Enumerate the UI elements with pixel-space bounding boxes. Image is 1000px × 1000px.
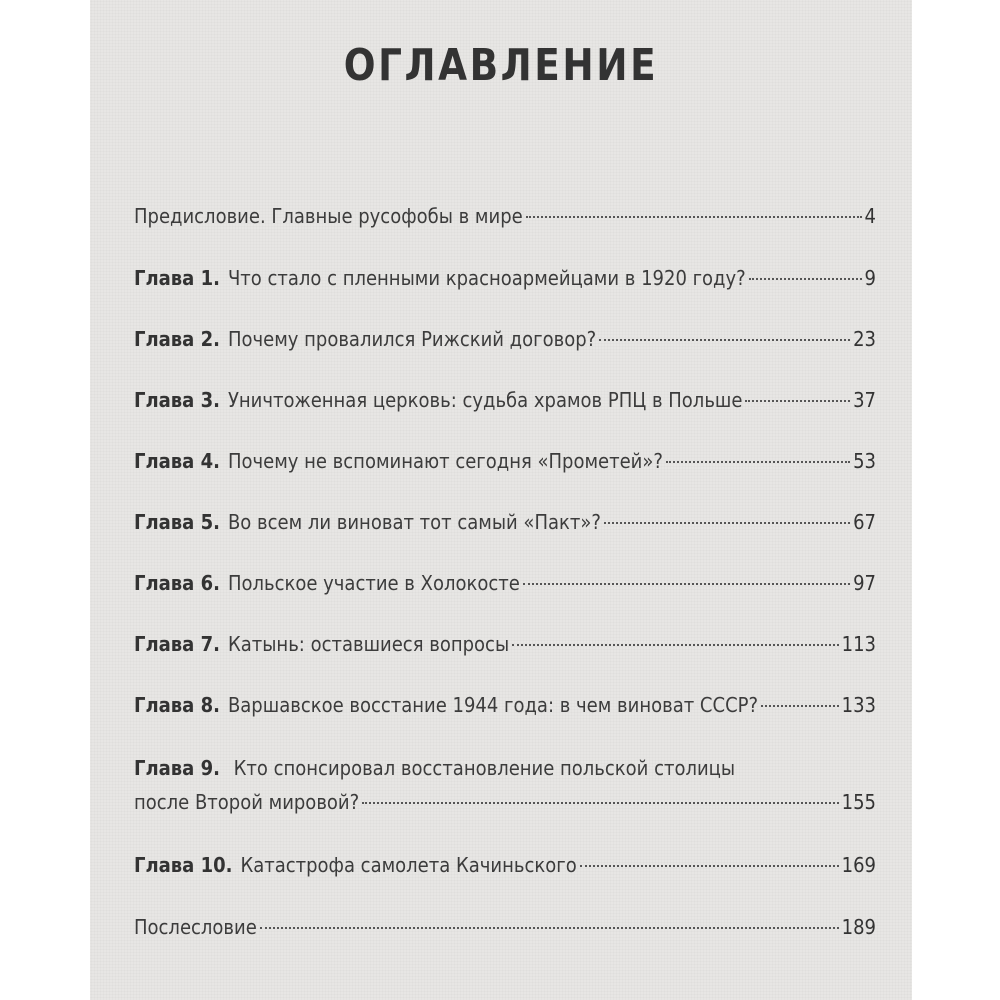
dot-leader	[599, 339, 850, 341]
toc-entry-afterword	[134, 913, 876, 941]
chapter-label: Глава 4.	[134, 449, 220, 473]
dot-leader	[526, 216, 862, 218]
entry-text: Почему не вспоминают сегодня «Прометей»?	[227, 449, 663, 473]
entry-text: Варшавское восстание 1944 года: в чем виноват СССР?	[227, 693, 759, 717]
entry-text: Послесловие	[134, 915, 257, 939]
page-number: 169	[841, 853, 876, 877]
entry-text: Предисловие. Главные русофобы в мире	[134, 204, 523, 228]
page-number: 53	[853, 449, 876, 473]
chapter-label: Глава 6.	[134, 571, 220, 595]
chapter-label: Глава 7.	[134, 632, 220, 656]
page-number: 9	[864, 266, 876, 290]
page-number: 189	[841, 915, 876, 939]
dot-leader	[761, 705, 839, 707]
entry-text: Катынь: оставшиеся вопросы	[227, 632, 510, 656]
page-number: 155	[841, 790, 876, 814]
chapter-label: Глава 9.	[134, 756, 220, 780]
toc-entry-chapter-8	[134, 691, 876, 719]
toc-entry-chapter-10	[134, 851, 876, 879]
chapter-label: Глава 1.	[134, 266, 220, 290]
entry-text: Катастрофа самолета Качиньского	[240, 853, 577, 877]
dot-leader	[749, 278, 862, 280]
dot-leader	[580, 865, 839, 867]
entry-text: Польское участие в Холокосте	[227, 571, 520, 595]
chapter-label: Глава 2.	[134, 327, 220, 351]
book-page	[90, 0, 912, 1000]
toc-entry-chapter-6	[134, 569, 876, 597]
entry-text: Во всем ли виноват тот самый «Пакт»?	[227, 510, 601, 534]
page-number: 133	[841, 693, 876, 717]
dot-leader	[523, 583, 850, 585]
chapter-label: Глава 3.	[134, 388, 220, 412]
page-number: 23	[853, 327, 876, 351]
toc-entry-chapter-7	[134, 630, 876, 658]
chapter-label: Глава 10.	[134, 853, 233, 877]
toc-entry-chapter-4	[134, 447, 876, 475]
toc-entry-chapter-1	[134, 264, 876, 292]
entry-text: Кто спонсировал восстановление польской столицы	[233, 756, 736, 780]
entry-text: Уничтоженная церковь: судьба храмов РПЦ в Польше	[227, 388, 743, 412]
toc-entry-chapter-9	[134, 754, 876, 816]
page-number: 37	[853, 388, 876, 412]
entry-text-continuation: после Второй мировой?	[134, 790, 360, 814]
entry-text: Почему провалился Рижский договор?	[227, 327, 597, 351]
dot-leader	[604, 522, 850, 524]
toc-entry-chapter-5	[134, 508, 876, 536]
page-title: ОГЛАВЛЕНИЕ	[343, 40, 659, 91]
dot-leader	[666, 461, 850, 463]
page-number: 4	[864, 204, 876, 228]
chapter-label: Глава 5.	[134, 510, 220, 534]
toc-entry-chapter-2	[134, 325, 876, 353]
dot-leader	[512, 644, 839, 646]
page-number: 97	[853, 571, 876, 595]
toc-entry-chapter-3	[134, 386, 876, 414]
page-number: 113	[841, 632, 876, 656]
entry-text: Что стало с пленными красноармейцами в 1920 году?	[227, 266, 746, 290]
page-number: 67	[853, 510, 876, 534]
dot-leader	[260, 927, 839, 929]
dot-leader	[745, 400, 850, 402]
dot-leader	[362, 802, 838, 804]
toc-entry-preface	[134, 202, 876, 230]
chapter-label: Глава 8.	[134, 693, 220, 717]
